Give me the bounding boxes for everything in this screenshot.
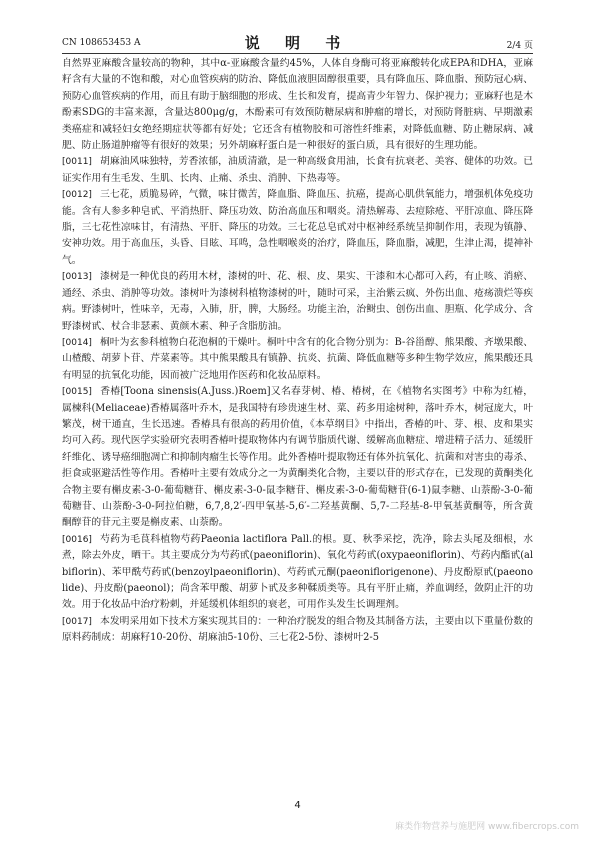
paragraph-text: 漆树是一种优良的药用木材，漆树的叶、花、根、皮、果实、干漆和木心都可入药，有止咳、消瘀、通经、杀虫、消肿等功效。漆树叶为漆树科植物漆树的叶，随时可采，主治紫云疯、外伤出血、疮疡溃烂等疾病。野漆树叶，性味辛，无毒，入肺，肝，脾，大肠经。功能主治，治鲥虫、创伤出血、胆瓶、化学成分、含野漆树甙、杖合非瑟素、黄颜木素、种子含脂肪油。 [62,271,533,332]
header-divider [62,53,533,54]
document-body [62,56,533,647]
paragraph-text: 香椿[Toona sinensis(A.Juss.)Roem]又名春芽树、椿、椿树，在《植物名实图考》中称为红椿，属楝科(Meliaceae)香椿属落叶乔木，是我国特有珍贵速生材、菜、药多用途树种，落叶乔木，树冠庞大，叶繁茂，树干通直，生长迅速。香椿具有很高的药用价值，《本草纲目》中指出，香椿的叶、芽、根、皮和果实均可入药。现代医学实验研究表明香椿叶提取物体内有调节脂质代谢、缓解高血糖症、增进精子活力、延缓肝纤维化、诱导癌细胞凋亡和抑制肉瘤生长等作用。此外香椿叶提取物还有体外抗氧化、抗菌和对害虫的毒杀、拒食或驱避活性等作用。香椿叶主要有效成分之一为黄酮类化合物，主要以苷的形式存在，已发现的黄酮类化合物主要有槲皮素-3-0-葡萄糖苷、槲皮素-3-0-鼠李糖苷、槲皮素-3-0-葡萄糖苷(6-1)鼠李糖、山萘酚-3-0-葡萄糖苷、山萘酚-3-0-阿拉伯糖，6,7,8,2′-四甲氧基-5,6′-二羟基黄酮、5,7-二羟基-8-甲氧基黄酮等，所含黄酮醇苷的苷元主要是槲皮素、山萘酚。 [62,386,533,529]
page-indicator: 2/4 页 [506,41,533,51]
paragraph-text: 桐叶为玄参科植物白花泡桐的干燥叶。桐叶中含有的化合物分别为：B-谷甾醇、熊果酸、齐墩果酸、山楂酸、胡萝卜苷、芹菜素等。其中熊果酸具有镇静、抗炎、抗菌、降低血糖等多种生物学效应，熊果酸还具有明显的抗氧化功能，因而被广泛地用作医药和化妆品原料。 [62,336,533,381]
paragraph-number: [0012] [62,190,92,201]
paragraph-0011 [62,154,533,187]
paragraph-number: [0016] [62,534,92,545]
paragraph-0012 [62,187,533,269]
paragraph-number: [0013] [62,272,92,283]
paragraph-text: 胡麻油风味独特，芳香浓郁，油质清澈，是一种高级食用油，长食有抗衰老、美容、健体的功效。已证实作用有生毛发、生肌、长肉、止痛、杀虫、消肿、下热毒等。 [62,156,533,184]
paragraph-0015 [62,384,533,532]
patent-number: CN 108653453 A [62,38,141,48]
paragraph-0013 [62,269,533,335]
paragraph-text: 本发明采用如下技术方案实现其目的：一种治疗脱发的组合物及其制备方法，主要由以下重量份数的原料药制成：胡麻籽10-20份、胡麻油5-10份、三七花2-5份、漆树叶2-5 [62,615,533,644]
page-number: 4 [294,800,301,811]
watermark-text: 麻类作物营养与施肥网 www.fibercrops.com [395,822,579,832]
paragraph-0017 [62,614,533,647]
page-header [62,32,533,50]
paragraph-number: [0017] [62,616,92,627]
paragraph-continuation [62,56,533,154]
paragraph-0016 [62,532,533,614]
paragraph-text: 自然界亚麻酸含量较高的物种，其中α-亚麻酸含量约45%，人体自身酶可将亚麻酸转化成EPA和DHA，亚麻籽含有大量的不饱和酸，对心血管疾病的防治、降低血液胆固醇很重要，具有降血压、降血脂、预防冠心病、预防心血管疾病的作用，而且有助于脑细胞的形成、生长和发育，提高青少年智力、保护视力；亚麻籽也是木酚素SDG的丰富来源，含量达800μg/g，木酚素可有效预防糖尿病和肿瘤的增长，对预防肾脏病、早期激素类癌症和减轻妇女绝经期症状等都有好处；它还含有植物胶和可溶性纤维素，对降低血糖、防止糖尿病、减肥、防止肠道肿瘤等有很好的效果；另外胡麻籽蛋白是一种很好的蛋白质，具有很好的生理功能。 [62,58,533,152]
paragraph-number: [0015] [62,387,92,398]
document-type-title: 说 明 书 [244,34,351,52]
paragraph-number: [0014] [62,337,92,348]
paragraph-number: [0011] [62,157,92,168]
paragraph-text: 芍药为毛茛科植物芍药Paeonia lactiflora Pall.的根。夏、秋季采挖，洗净，除去头尾及细根，水煮，除去外皮，晒干。其主要成分为芍药甙(paeoniflorin)、氧化芍药甙(oxypaeoniflorin)、芍药内酯甙(albiflorin)、苯甲酰芍药甙(benzoylpaeoniflorin)、芍药甙元酮(paeoniflorigenone)、丹皮酚原甙(paeonolide)、丹皮酚(paeonol)；尚含苯甲酸、胡萝卜甙及多种鞣质类等。具有平肝止痛，养血调经，敛阴止汗的功效。用于化妆品中治疗粉刺，并延缓机体组织的衰老，可用作头发生长调理剂。 [62,533,533,611]
paragraph-text: 三七花，质脆易碎，气微，味甘微苦，降血脂、降血压、抗癌，提高心肌供氧能力，增强机体免疫功能。含有人参多种皂甙、平消热肝、降压功效、防治高血压和咽炎。清热解毒、去痘除疮、平肝凉血、降压降脂，三七花性凉味甘，有清热、平肝、降压的功效。三七花总皂甙对中枢神经系统呈抑制作用，表现为镇静、安神功效。用于高血压，头昏、目眩、耳鸣，急性咽喉炎的治疗，降血压，降血脂，减肥，生津止渴，提神补气。 [62,189,533,266]
paragraph-0014 [62,335,533,384]
